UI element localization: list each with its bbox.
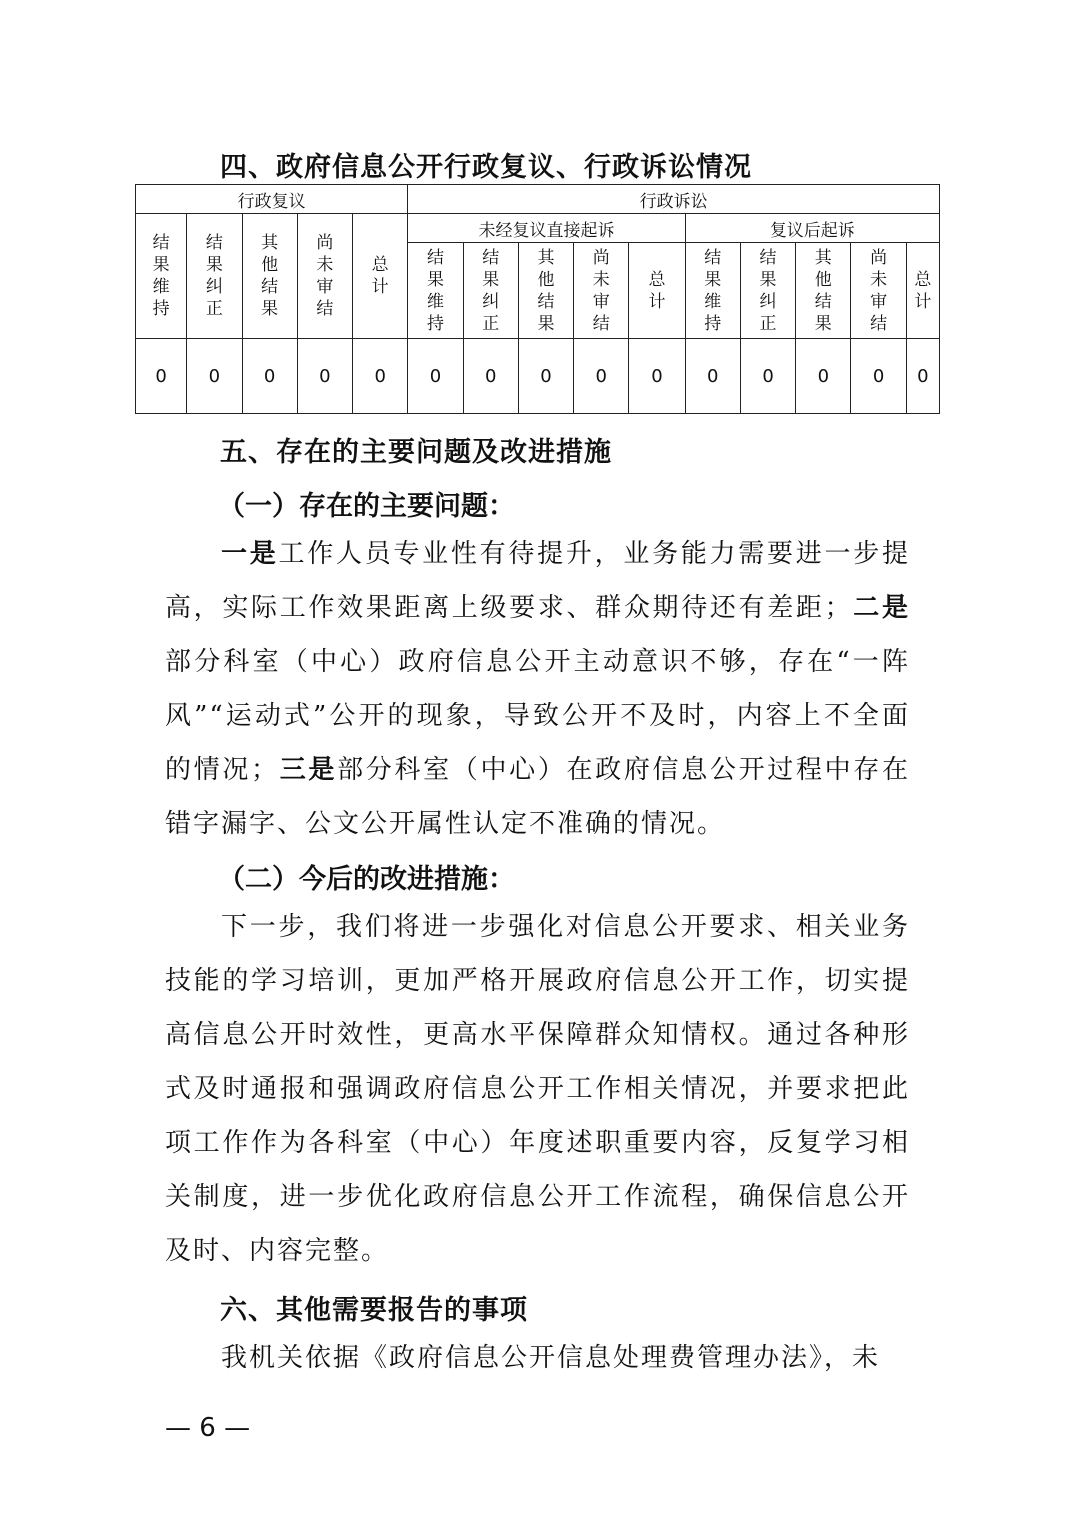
table-value-cell: 0 bbox=[408, 339, 463, 414]
table-value-cell: 0 bbox=[518, 339, 573, 414]
table-value-cell: 0 bbox=[353, 339, 408, 414]
lead-3: 三是 bbox=[279, 755, 338, 785]
table-value-cell: 0 bbox=[136, 339, 187, 414]
direct-suit-header: 未经复议直接起诉 bbox=[408, 214, 685, 243]
measures-paragraph: 下一步，我们将进一步强化对信息公开要求、相关业务技能的学习培训，更加严格开展政府信息公开工作，切实提高信息公开时效性，更高水平保障群众知情权。通过各种形式及时通报和强调政府信息公开工作相关情况，并要求把此项工作作为各科室（中心）年度述职重要内容，反复学习相关制度，进一步优化政府信息公开工作流程，确保信息公开及时、内容完整。 bbox=[165, 912, 910, 1266]
problems-paragraph bbox=[165, 527, 910, 851]
section5-subheading-problems: （一）存在的主要问题： bbox=[218, 491, 515, 522]
table-value-cell: 0 bbox=[242, 339, 297, 414]
table-header-cell: 其他结果 bbox=[518, 243, 573, 339]
problems-text-3: 部分科室（中心）在政府信息公开过程中存在错字漏字、公文公开属性认定不准确的情况。 bbox=[165, 755, 910, 839]
page-number: — 6 — bbox=[165, 1413, 251, 1443]
table-header-cell: 结果维持 bbox=[136, 214, 187, 339]
table-header-cell: 尚未审结 bbox=[851, 243, 906, 339]
admin-litigation-header: 行政诉讼 bbox=[408, 185, 940, 214]
table-header-cell: 总计 bbox=[906, 243, 939, 339]
table-value-cell: 0 bbox=[297, 339, 352, 414]
after-review-suit-header: 复议后起诉 bbox=[685, 214, 939, 243]
review-litigation-table bbox=[135, 184, 940, 414]
table-header-cell: 其他结果 bbox=[796, 243, 851, 339]
section6-paragraph: 我机关依据《政府信息公开信息处理费管理办法》，未 bbox=[221, 1343, 881, 1373]
section6-title: 六、其他需要报告的事项 bbox=[220, 1295, 528, 1326]
problems-text-1: 工作人员专业性有待提升，业务能力需要进一步提高，实际工作效果距离上级要求、群众期待还有差距； bbox=[165, 539, 910, 623]
table-value-cell: 0 bbox=[851, 339, 906, 414]
table-value-cell: 0 bbox=[740, 339, 795, 414]
table-value-cell: 0 bbox=[796, 339, 851, 414]
table-value-cell: 0 bbox=[187, 339, 242, 414]
table-value-cell: 0 bbox=[574, 339, 629, 414]
table-header-cell: 尚未审结 bbox=[574, 243, 629, 339]
section4-title: 四、政府信息公开行政复议、行政诉讼情况 bbox=[220, 152, 752, 183]
table-header-cell: 结果维持 bbox=[408, 243, 463, 339]
table-header-cell: 总计 bbox=[629, 243, 685, 339]
table-header-cell: 结果维持 bbox=[685, 243, 740, 339]
section5-title: 五、存在的主要问题及改进措施 bbox=[220, 437, 612, 468]
table-value-cell: 0 bbox=[463, 339, 518, 414]
table-header-cell: 尚未审结 bbox=[297, 214, 352, 339]
table-header-cell: 结果纠正 bbox=[463, 243, 518, 339]
problems-text-2: 部分科室（中心）政府信息公开主动意识不够，存在“一阵风”“运动式”公开的现象，导致公开不及时，内容上不全面的情况； bbox=[165, 647, 910, 785]
admin-review-header: 行政复议 bbox=[136, 185, 408, 214]
lead-2: 二是 bbox=[852, 593, 910, 623]
table-header-cell: 总计 bbox=[353, 214, 408, 339]
table-header-cell: 其他结果 bbox=[242, 214, 297, 339]
table-header-cell: 结果纠正 bbox=[187, 214, 242, 339]
table-value-cell: 0 bbox=[906, 339, 939, 414]
table-header-cell: 结果纠正 bbox=[740, 243, 795, 339]
section5-subheading-measures: （二）今后的改进措施： bbox=[218, 864, 515, 895]
table-value-cell: 0 bbox=[685, 339, 740, 414]
lead-1: 一是 bbox=[221, 539, 279, 569]
table-value-cell: 0 bbox=[629, 339, 685, 414]
